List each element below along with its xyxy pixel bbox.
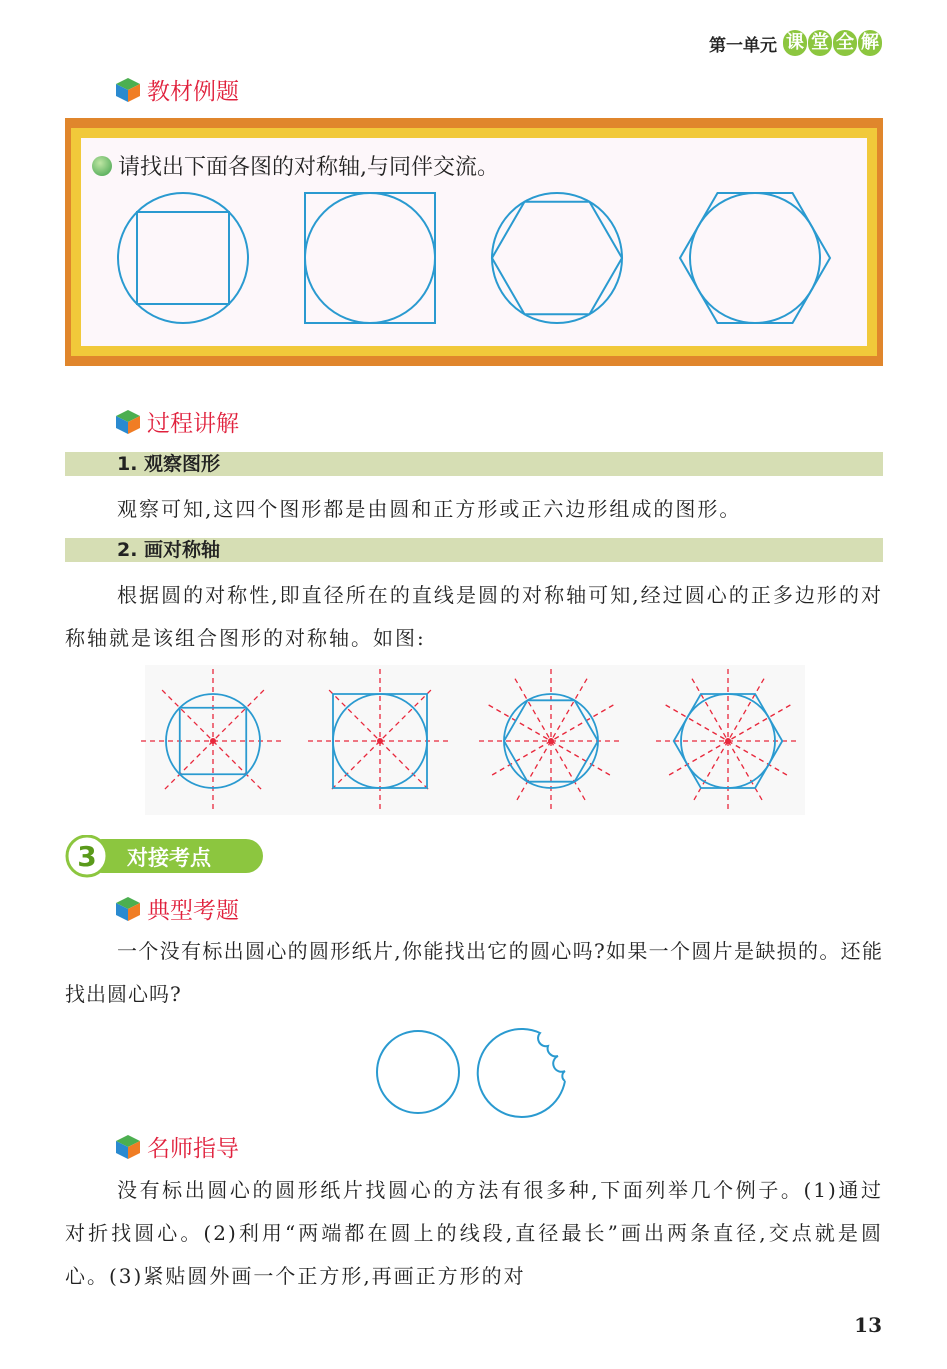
heading-text: 名师指导 xyxy=(147,1136,239,1162)
step-2-bar: 2. 画对称轴 xyxy=(65,538,883,562)
brand-char: 解 xyxy=(858,30,882,56)
center-point xyxy=(548,738,554,744)
cube-icon xyxy=(115,896,141,922)
badge-3 xyxy=(65,835,265,879)
unit-label: 第一单元 xyxy=(709,35,777,56)
badge-label: 对接考点 xyxy=(127,845,211,870)
page-number: 13 xyxy=(854,1313,882,1337)
step-2-text: 根据圆的对称性,即直径所在的直线是圆的对称轴可知,经过圆心的正多边形的对称轴就是该组合图形的对称轴。如图: xyxy=(65,583,883,650)
whole-circle xyxy=(377,1031,459,1113)
center-point xyxy=(725,738,731,744)
paper-circles-figure xyxy=(360,1018,590,1123)
typical-text: 一个没有标出圆心的圆形纸片,你能找出它的圆心吗?如果一个圆片是缺损的。还能找出圆心吗? xyxy=(65,939,883,1006)
brand-char: 课 xyxy=(783,30,807,56)
heading-text: 典型考题 xyxy=(147,898,239,924)
heading-text: 过程讲解 xyxy=(147,411,239,437)
cube-icon xyxy=(115,1134,141,1160)
center-point xyxy=(210,738,216,744)
guide-text: 没有标出圆心的圆形纸片找圆心的方法有很多种,下面列举几个例子。(1)通过对折找圆心。(2)利用“两端都在圆上的线段,直径最长”画出两条直径,交点就是圆心。(3)紧贴圆外画一个正方形,再画正方形的对 xyxy=(65,1178,883,1288)
section-typical-heading xyxy=(115,892,239,925)
step-1-bar: 1. 观察图形 xyxy=(65,452,883,476)
brand-char: 堂 xyxy=(808,30,832,56)
heading-text: 教材例题 xyxy=(147,79,239,105)
badge-number: 3 xyxy=(77,840,97,873)
question-text: 请找出下面各图的对称轴,与同伴交流。 xyxy=(118,155,499,180)
center-point xyxy=(377,738,383,744)
section-guide-heading xyxy=(115,1130,239,1163)
brand-char: 全 xyxy=(833,30,857,56)
step-1-text: 观察可知,这四个图形都是由圆和正方形或正六边形组成的图形。 xyxy=(117,497,742,521)
damaged-circle xyxy=(478,1029,565,1117)
